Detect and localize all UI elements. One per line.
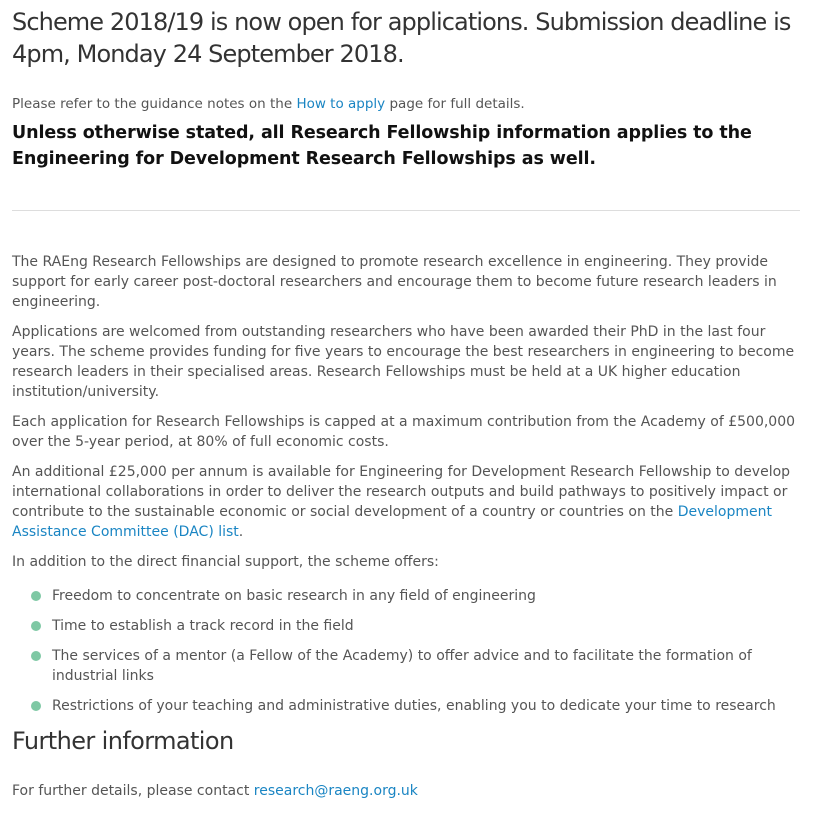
list-item-text: Restrictions of your teaching and administrative duties, enabling you to dedicate your time to research xyxy=(52,698,776,714)
offers-intro: In addition to the direct financial support, the scheme offers: xyxy=(12,554,439,570)
list-item xyxy=(12,616,800,636)
list-item xyxy=(12,586,800,606)
funding-paragraph: Each application for Research Fellowships is capped at a maximum contribution from the Academy of £500,000 over the 5-year period, at 80% of full economic costs. xyxy=(12,414,796,450)
list-item-text: Time to establish a track record in the field xyxy=(52,618,354,634)
contact-line xyxy=(12,781,800,801)
bullet-dot-icon xyxy=(31,651,41,661)
additional-funding-paragraph xyxy=(12,462,800,542)
benefits-list xyxy=(12,586,800,716)
dac-list-link[interactable]: Development Assistance Committee (DAC) list xyxy=(12,504,772,540)
intro-paragraph: The RAEng Research Fellowships are designed to promote research excellence in engineering. They provide support for early career post-doctoral researchers and encourage them to become future research leaders in engineering. xyxy=(12,254,777,310)
bullet-dot-icon xyxy=(31,591,41,601)
guidance-suffix: page for full details. xyxy=(385,96,525,112)
list-item xyxy=(12,646,800,686)
list-item xyxy=(12,696,800,716)
page-content xyxy=(12,0,800,801)
section-divider xyxy=(12,210,800,211)
guidance-note xyxy=(12,94,800,114)
bullet-dot-icon xyxy=(31,701,41,711)
further-information-heading: Further information xyxy=(12,727,234,755)
list-item-text: Freedom to concentrate on basic research in any field of engineering xyxy=(52,588,536,604)
research-email-link[interactable]: research@raeng.org.uk xyxy=(253,783,418,799)
bullet-dot-icon xyxy=(31,621,41,631)
contact-prefix: For further details, please contact xyxy=(12,783,254,799)
additional-funding-suffix: . xyxy=(238,524,244,540)
eligibility-paragraph: Applications are welcomed from outstanding researchers who have been awarded their PhD in the last four years. The scheme provides funding for five years to encourage the best researchers in engineering to become research leaders in their specialised areas. Research Fellowships must be held at a UK higher education institution/university. xyxy=(12,324,795,400)
additional-funding-text: An additional £25,000 per annum is available for Engineering for Development Research Fellowship to develop international collaborations in order to deliver the research outputs and build pathways to positively impact or contribute to the sustainable economic or social development of a country or countries on the xyxy=(12,464,791,520)
guidance-prefix: Please refer to the guidance notes on the xyxy=(12,96,297,112)
how-to-apply-link[interactable]: How to apply xyxy=(296,96,386,112)
fellowship-notice: Unless otherwise stated, all Research Fellowship information applies to the Engineering for Development Research Fellowships as well. xyxy=(12,123,752,169)
scheme-headline: Scheme 2018/19 is now open for applications. Submission deadline is 4pm, Monday 24 September 2018. xyxy=(12,8,791,68)
list-item-text: The services of a mentor (a Fellow of the Academy) to offer advice and to facilitate the formation of industrial links xyxy=(52,648,752,684)
